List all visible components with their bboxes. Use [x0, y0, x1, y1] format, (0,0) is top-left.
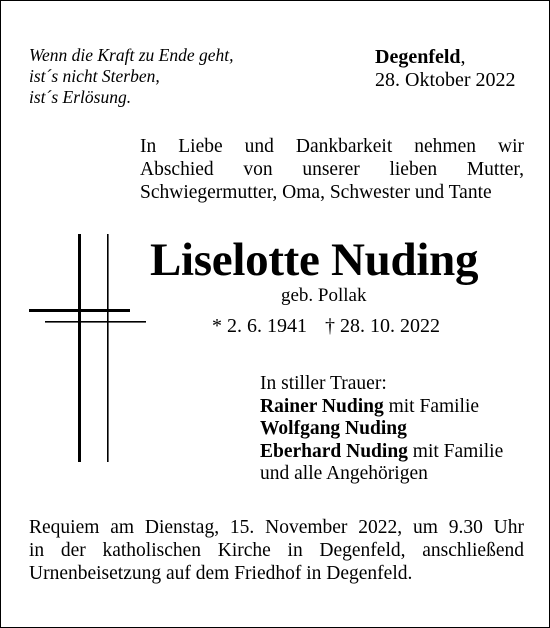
mourner-name: Rainer Nuding: [260, 395, 384, 417]
poem-line: ist´s Erlösung.: [29, 87, 132, 107]
funeral-info-line: Requiem am Dienstag, 15. November 2022, um 9.30 Uhr: [29, 517, 524, 538]
poem-line: ist´s nicht Sterben,: [29, 66, 160, 86]
poem-line: Wenn die Kraft zu Ende geht,: [29, 45, 234, 65]
mourner-line: [260, 418, 503, 441]
poem: [29, 45, 233, 108]
funeral-info: [29, 516, 524, 585]
mourners: [260, 373, 503, 486]
place-date: Degenfeld, 28. Oktober 2022: [375, 46, 516, 91]
funeral-info-line: in der katholischen Kirche in Degenfeld, anschließend: [29, 540, 524, 561]
place: Degenfeld: [375, 46, 461, 68]
mourner-suffix: mit Familie: [383, 395, 480, 417]
intro-line: Schwiegermutter, Oma, Schwester und Tante: [140, 182, 492, 203]
birth-date: * 2. 6. 1941: [212, 315, 307, 337]
mourner-line: [260, 441, 503, 464]
mourner-name: Eberhard Nuding: [260, 440, 408, 462]
mourner-line: [260, 396, 503, 419]
mourner-suffix: mit Familie: [407, 440, 504, 462]
date-line: 28. Oktober 2022: [375, 69, 516, 91]
cross-icon: [29, 234, 149, 464]
mourners-heading: In stiller Trauer:: [260, 373, 387, 394]
intro-line: Abschied von unserer lieben Mutter,: [140, 159, 524, 180]
mourners-closing: und alle Angehörigen: [260, 463, 428, 484]
mourner-name: Wolfgang Nuding: [260, 418, 407, 439]
life-dates: [212, 314, 440, 338]
death-date: † 28. 10. 2022: [325, 315, 440, 337]
birth-name: geb. Pollak: [281, 285, 367, 306]
deceased-name: Liselotte Nuding: [150, 234, 479, 286]
intro-text: [140, 135, 524, 204]
funeral-info-line: Urnenbeisetzung auf dem Friedhof in Degenfeld.: [29, 563, 413, 584]
intro-line: In Liebe und Dankbarkeit nehmen wir: [140, 136, 524, 157]
